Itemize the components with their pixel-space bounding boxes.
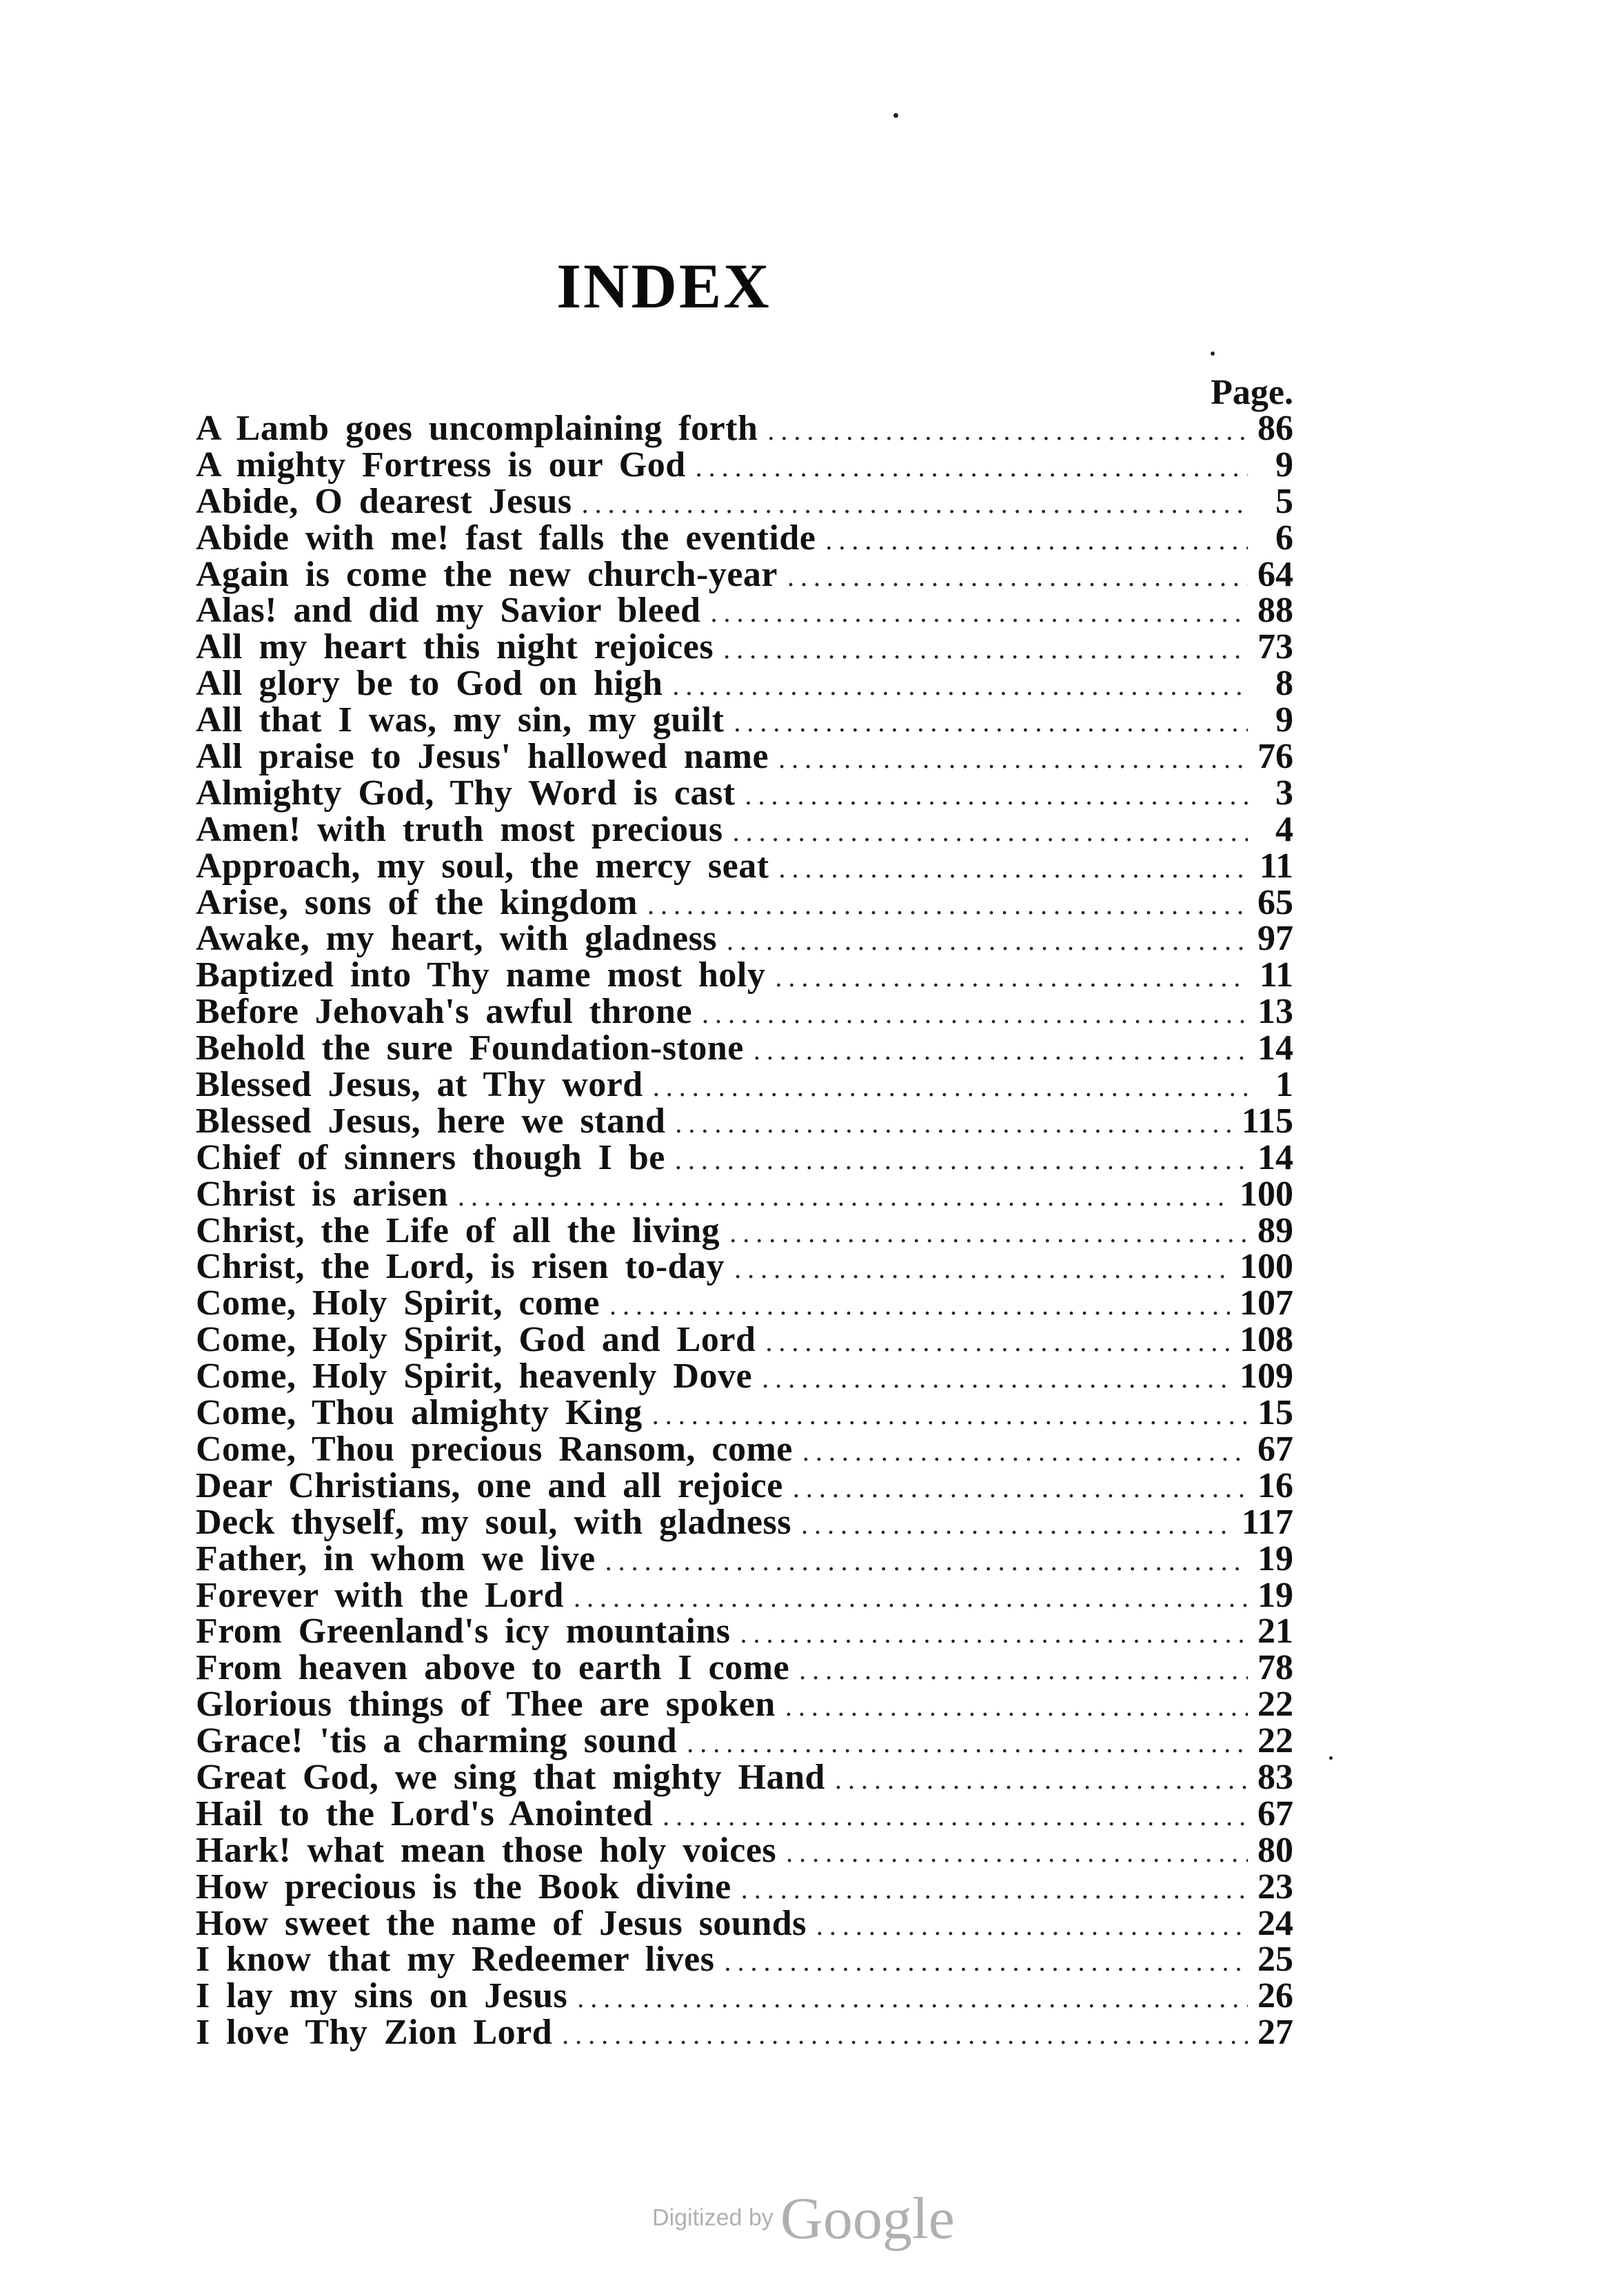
dot-leader xyxy=(652,1397,1248,1434)
page-number: 109 xyxy=(1240,1357,1293,1396)
dot-leader xyxy=(765,1324,1230,1361)
page-number: 5 xyxy=(1275,481,1293,521)
hymn-title: Again is come the new church-year xyxy=(196,554,778,594)
dot-leader xyxy=(835,1762,1248,1798)
dot-leader xyxy=(577,1980,1248,2017)
hymn-title: All my heart this night rejoices xyxy=(196,627,714,667)
index-entry xyxy=(196,593,1293,629)
page-number: 100 xyxy=(1240,1174,1293,1214)
page-number: 19 xyxy=(1257,1538,1293,1578)
dot-leader xyxy=(724,1944,1248,1980)
page-number: 83 xyxy=(1257,1757,1293,1797)
index-entry xyxy=(196,1210,1293,1250)
dot-leader xyxy=(562,2017,1248,2053)
index-entry xyxy=(196,1101,1293,1141)
page-number: 80 xyxy=(1257,1830,1293,1870)
page-number: 115 xyxy=(1241,1101,1293,1141)
hymn-title: Behold the sure Foundation-stone xyxy=(196,1028,744,1068)
index-entry xyxy=(196,1137,1293,1177)
index-entry xyxy=(196,1395,1293,1432)
index-entry xyxy=(196,1830,1293,1870)
index-entry xyxy=(196,1465,1293,1505)
hymn-title: Arise, sons of the kingdom xyxy=(196,882,638,922)
index-entry xyxy=(196,411,1293,447)
index-entry xyxy=(196,994,1293,1030)
hymn-title: Come, Holy Spirit, come xyxy=(196,1283,600,1323)
hymn-title: From heaven above to earth I come xyxy=(196,1648,790,1688)
page-number: 107 xyxy=(1240,1283,1293,1323)
dot-leader xyxy=(785,1689,1248,1725)
dot-leader xyxy=(778,741,1248,778)
scan-speck xyxy=(893,113,898,118)
scan-speck xyxy=(1211,352,1215,356)
watermark-prefix: Digitized by xyxy=(652,2204,774,2231)
page-number: 3 xyxy=(1275,773,1293,813)
page-number: 13 xyxy=(1257,992,1293,1032)
index-entry xyxy=(196,1322,1293,1359)
page-number: 16 xyxy=(1257,1465,1293,1505)
page-number: 21 xyxy=(1257,1612,1293,1652)
index-entry xyxy=(196,1614,1293,1650)
dot-leader xyxy=(740,1616,1248,1652)
page-number: 6 xyxy=(1275,518,1293,558)
page-number: 11 xyxy=(1259,955,1293,995)
index-entry xyxy=(196,1650,1293,1687)
page-number: 24 xyxy=(1257,1903,1293,1943)
page-number: 108 xyxy=(1240,1320,1293,1360)
hymn-title: I lay my sins on Jesus xyxy=(196,1976,568,2016)
dot-leader xyxy=(733,814,1248,851)
dot-leader xyxy=(702,996,1248,1033)
page-number: 76 xyxy=(1257,737,1293,777)
google-logo: Google xyxy=(780,2185,955,2251)
hymn-title: Amen! with truth most precious xyxy=(196,809,723,849)
dot-leader xyxy=(767,413,1248,449)
hymn-title: Approach, my soul, the mercy seat xyxy=(196,846,769,886)
dot-leader xyxy=(729,1215,1248,1252)
dot-leader xyxy=(734,1251,1230,1288)
dot-leader xyxy=(779,851,1248,887)
page-number: 9 xyxy=(1275,700,1293,740)
index-entry xyxy=(196,1249,1293,1286)
index-entry xyxy=(196,1030,1293,1067)
hymn-title: I know that my Redeemer lives xyxy=(196,1940,715,1980)
index-entry xyxy=(196,1538,1293,1578)
page-number: 89 xyxy=(1257,1210,1293,1250)
page-number: 117 xyxy=(1241,1502,1293,1542)
index-entry xyxy=(196,775,1293,812)
index-entry xyxy=(196,1757,1293,1797)
hymn-title: Baptized into Thy name most holy xyxy=(196,955,766,995)
index-entry xyxy=(196,1903,1293,1943)
page-number: 26 xyxy=(1257,1976,1293,2016)
dot-leader xyxy=(825,522,1248,559)
page-number: 19 xyxy=(1257,1575,1293,1615)
page-number: 86 xyxy=(1257,409,1293,448)
dot-leader xyxy=(786,1835,1248,1871)
index-entry xyxy=(196,481,1293,521)
page-number: 9 xyxy=(1275,445,1293,485)
hymn-title: Come, Holy Spirit, heavenly Dove xyxy=(196,1357,753,1396)
hymn-title: Before Jehovah's awful throne xyxy=(196,992,693,1032)
index-entry xyxy=(196,957,1293,994)
hymn-title: Come, Holy Spirit, God and Lord xyxy=(196,1320,756,1360)
digitized-watermark xyxy=(0,2184,1607,2253)
hymn-title: Come, Thou precious Ransom, come xyxy=(196,1429,793,1469)
page-number: 27 xyxy=(1257,2013,1293,2053)
dot-leader xyxy=(734,704,1248,741)
page-number: 67 xyxy=(1257,1794,1293,1833)
dot-leader xyxy=(582,486,1248,522)
scan-speck xyxy=(1329,1756,1333,1760)
dot-leader xyxy=(754,1033,1248,1069)
dot-leader xyxy=(675,1106,1231,1142)
hymn-title: Hail to the Lord's Anointed xyxy=(196,1794,654,1833)
hymn-title: Almighty God, Thy Word is cast xyxy=(196,773,736,813)
index-entry xyxy=(196,2015,1293,2051)
index-entry xyxy=(196,1942,1293,1978)
hymn-title: Glorious things of Thee are spoken xyxy=(196,1685,776,1725)
dot-leader xyxy=(793,1470,1248,1507)
hymn-title: Blessed Jesus, here we stand xyxy=(196,1101,666,1141)
page-number: 73 xyxy=(1257,627,1293,667)
hymn-title: Christ is arisen xyxy=(196,1174,448,1214)
hymn-title: Abide with me! fast falls the eventide xyxy=(196,518,816,558)
index-entry xyxy=(196,1687,1293,1723)
dot-leader xyxy=(799,1652,1248,1689)
dot-leader xyxy=(675,1142,1248,1179)
index-entry xyxy=(196,629,1293,666)
hymn-title: All glory be to God on high xyxy=(196,664,663,704)
index-entry xyxy=(196,846,1293,886)
hymn-title: Forever with the Lord xyxy=(196,1575,564,1615)
page-number: 78 xyxy=(1257,1648,1293,1688)
index-list xyxy=(196,411,1293,2051)
hymn-title: Come, Thou almighty King xyxy=(196,1393,643,1433)
index-entry xyxy=(196,1575,1293,1615)
page-number: 67 xyxy=(1257,1429,1293,1469)
page-number: 25 xyxy=(1257,1940,1293,1980)
page-number: 64 xyxy=(1257,554,1293,594)
page-column-label: Page. xyxy=(1211,373,1293,412)
dot-leader xyxy=(574,1580,1248,1616)
hymn-title: Father, in whom we live xyxy=(196,1538,596,1578)
index-entry xyxy=(196,1359,1293,1395)
dot-leader xyxy=(723,631,1248,668)
page-number: 97 xyxy=(1257,919,1293,959)
hymn-title: Grace! 'tis a charming sound xyxy=(196,1721,678,1761)
hymn-title: Dear Christians, one and all rejoice xyxy=(196,1465,783,1505)
dot-leader xyxy=(710,595,1248,631)
dot-leader xyxy=(741,1871,1248,1908)
index-entry xyxy=(196,1283,1293,1323)
page-number: 15 xyxy=(1257,1393,1293,1433)
index-entry xyxy=(196,921,1293,957)
dot-leader xyxy=(653,1069,1248,1106)
index-entry xyxy=(196,1978,1293,2015)
hymn-title: I love Thy Zion Lord xyxy=(196,2013,553,2053)
index-entry xyxy=(196,447,1293,484)
dot-leader xyxy=(762,1361,1230,1397)
index-entry xyxy=(196,1502,1293,1542)
hymn-title: How precious is the Book divine xyxy=(196,1867,731,1907)
dot-leader xyxy=(663,1798,1248,1835)
dot-leader xyxy=(787,559,1248,596)
page-number: 11 xyxy=(1259,846,1293,886)
index-entry xyxy=(196,1174,1293,1214)
hymn-title: Chief of sinners though I be xyxy=(196,1137,665,1177)
dot-leader xyxy=(672,668,1248,704)
index-entry xyxy=(196,702,1293,739)
page-number: 8 xyxy=(1275,664,1293,704)
dot-leader xyxy=(775,959,1248,996)
page-title: INDEX xyxy=(556,251,771,321)
index-entry xyxy=(196,1429,1293,1469)
index-entry xyxy=(196,554,1293,594)
page-number: 65 xyxy=(1257,882,1293,922)
dot-leader xyxy=(727,923,1248,959)
dot-leader xyxy=(745,778,1248,814)
index-entry xyxy=(196,739,1293,775)
index-entry xyxy=(196,520,1293,557)
dot-leader xyxy=(801,1507,1232,1543)
hymn-title: Christ, the Lord, is risen to-day xyxy=(196,1247,725,1287)
page-number: 14 xyxy=(1257,1028,1293,1068)
page-number: 22 xyxy=(1257,1721,1293,1761)
dot-leader xyxy=(647,887,1248,924)
hymn-title: How sweet the name of Jesus sounds xyxy=(196,1903,807,1943)
dot-leader xyxy=(609,1288,1230,1324)
hymn-title: Awake, my heart, with gladness xyxy=(196,919,718,959)
hymn-title: A mighty Fortress is our God xyxy=(196,445,686,485)
page-number: 23 xyxy=(1257,1867,1293,1907)
page-number: 100 xyxy=(1240,1247,1293,1287)
hymn-title: From Greenland's icy mountains xyxy=(196,1612,731,1652)
index-entry xyxy=(196,1796,1293,1833)
index-entry xyxy=(196,1869,1293,1906)
index-entry xyxy=(196,666,1293,702)
hymn-title: Alas! and did my Savior bleed xyxy=(196,591,701,631)
dot-leader xyxy=(802,1434,1248,1470)
hymn-title: Christ, the Life of all the living xyxy=(196,1210,720,1250)
dot-leader xyxy=(687,1725,1248,1762)
hymn-title: A Lamb goes uncomplaining forth xyxy=(196,409,758,448)
index-entry xyxy=(196,809,1293,849)
index-entry xyxy=(196,1723,1293,1760)
hymn-title: Hark! what mean those holy voices xyxy=(196,1830,777,1870)
page-number: 22 xyxy=(1257,1685,1293,1725)
hymn-title: Blessed Jesus, at Thy word xyxy=(196,1065,643,1105)
hymn-title: All praise to Jesus' hallowed name xyxy=(196,737,769,777)
index-entry xyxy=(196,882,1293,922)
dot-leader xyxy=(696,449,1248,486)
page-number: 4 xyxy=(1275,809,1293,849)
hymn-title: Deck thyself, my soul, with gladness xyxy=(196,1502,791,1542)
hymn-title: Great God, we sing that mighty Hand xyxy=(196,1757,825,1797)
dot-leader xyxy=(816,1908,1248,1944)
dot-leader xyxy=(458,1179,1230,1215)
page-number: 88 xyxy=(1257,591,1293,631)
page-number: 1 xyxy=(1275,1065,1293,1105)
dot-leader xyxy=(605,1543,1248,1580)
index-entry xyxy=(196,1067,1293,1104)
hymn-title: All that I was, my sin, my guilt xyxy=(196,700,725,740)
hymn-title: Abide, O dearest Jesus xyxy=(196,481,572,521)
page-number: 14 xyxy=(1257,1137,1293,1177)
